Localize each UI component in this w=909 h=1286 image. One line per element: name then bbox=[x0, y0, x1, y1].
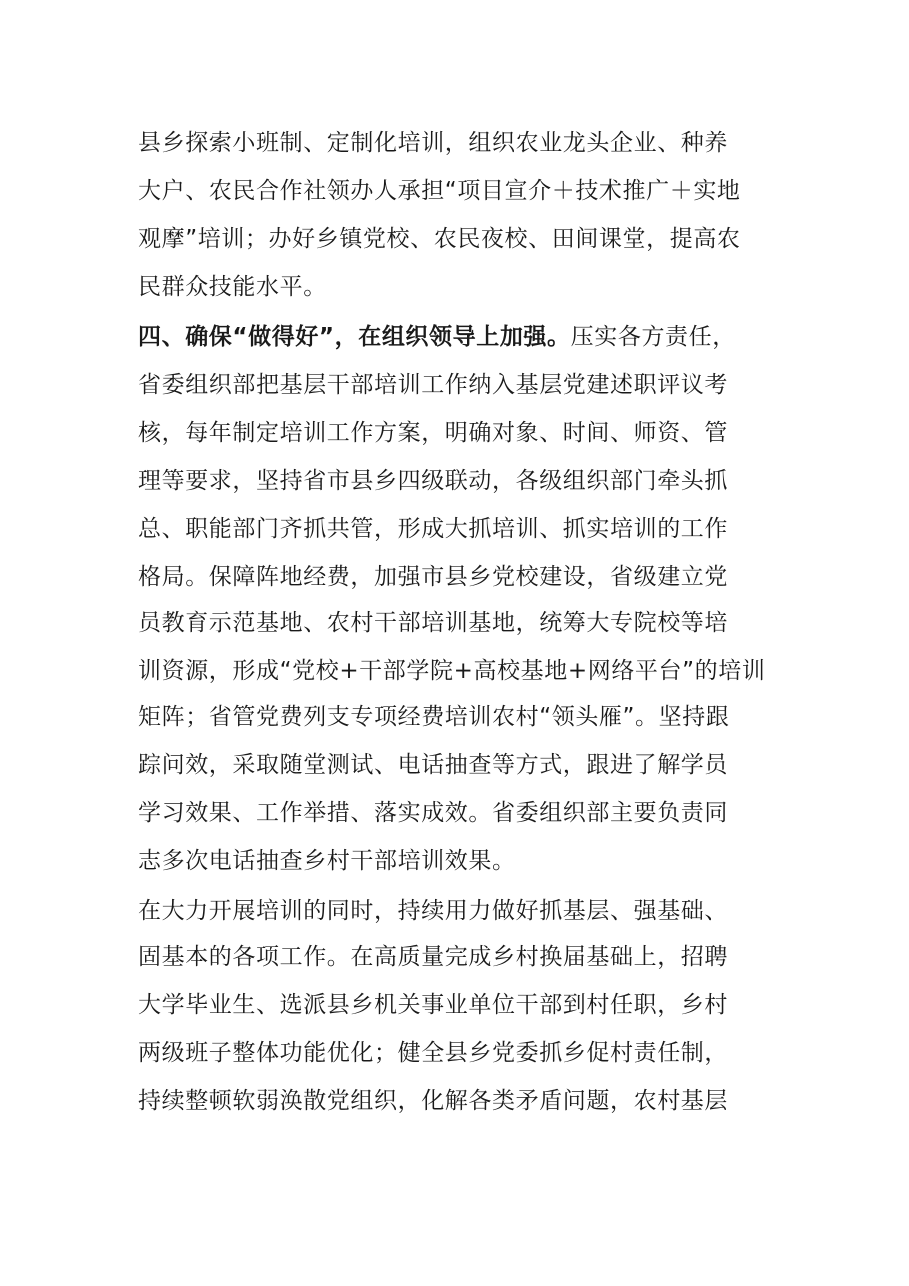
paragraph-line: 核，每年制定培训工作方案，明确对象、时间、师资、管 bbox=[138, 420, 728, 446]
paragraph-line: 大学毕业生、选派县乡机关事业单位干部到村任职，乡村 bbox=[138, 992, 728, 1018]
heading-line-rest: 压实各方责任， bbox=[570, 324, 736, 350]
paragraph-line: 理等要求，坚持省市县乡四级联动，各级组织部门牵头抓 bbox=[138, 468, 728, 494]
paragraph-line: 矩阵；省管党费列支专项经费培训农村“领头雁”。坚持跟 bbox=[138, 704, 730, 730]
paragraph-line: 两级班子整体功能优化；健全县乡党委抓乡促村责任制， bbox=[138, 1040, 728, 1066]
paragraph-line: 县乡探索小班制、定制化培训，组织农业龙头企业、种养 bbox=[138, 130, 728, 156]
paragraph-line: 在大力开展培训的同时，持续用力做好抓基层、强基础、 bbox=[138, 898, 728, 924]
paragraph-line: 大户、农民合作社领办人承担“项目宣介＋技术推广＋实地 bbox=[138, 178, 741, 204]
paragraph-line: 训资源，形成“党校+干部学院+高校基地+网络平台”的培训 bbox=[138, 658, 766, 684]
paragraph-line: 踪问效，采取随堂测试、电话抽查等方式，跟进了解学员 bbox=[138, 752, 728, 778]
paragraph-line: 持续整顿软弱涣散党组织，化解各类矛盾问题，农村基层 bbox=[138, 1088, 728, 1114]
paragraph-line: 志多次电话抽查乡村干部培训效果。 bbox=[138, 848, 516, 874]
paragraph-line: 省委组织部把基层干部培训工作纳入基层党建述职评议考 bbox=[138, 372, 728, 398]
section-heading: 四、确保“做得好”，在组织领导上加强。 bbox=[138, 324, 571, 350]
paragraph-line: 学习效果、工作举措、落实成效。省委组织部主要负责同 bbox=[138, 800, 728, 826]
paragraph-line: 固基本的各项工作。在高质量完成乡村换届基础上，招聘 bbox=[138, 944, 728, 970]
section-heading-line bbox=[138, 322, 736, 352]
paragraph-line: 民群众技能水平。 bbox=[138, 274, 327, 300]
paragraph-line: 总、职能部门齐抓共管，形成大抓培训、抓实培训的工作 bbox=[138, 516, 728, 542]
paragraph-line: 观摩”培训；办好乡镇党校、农民夜校、田间课堂，提高农 bbox=[138, 226, 741, 252]
paragraph-line: 员教育示范基地、农村干部培训基地，统筹大专院校等培 bbox=[138, 610, 728, 636]
paragraph-line: 格局。保障阵地经费，加强市县乡党校建设，省级建立党 bbox=[138, 564, 728, 590]
